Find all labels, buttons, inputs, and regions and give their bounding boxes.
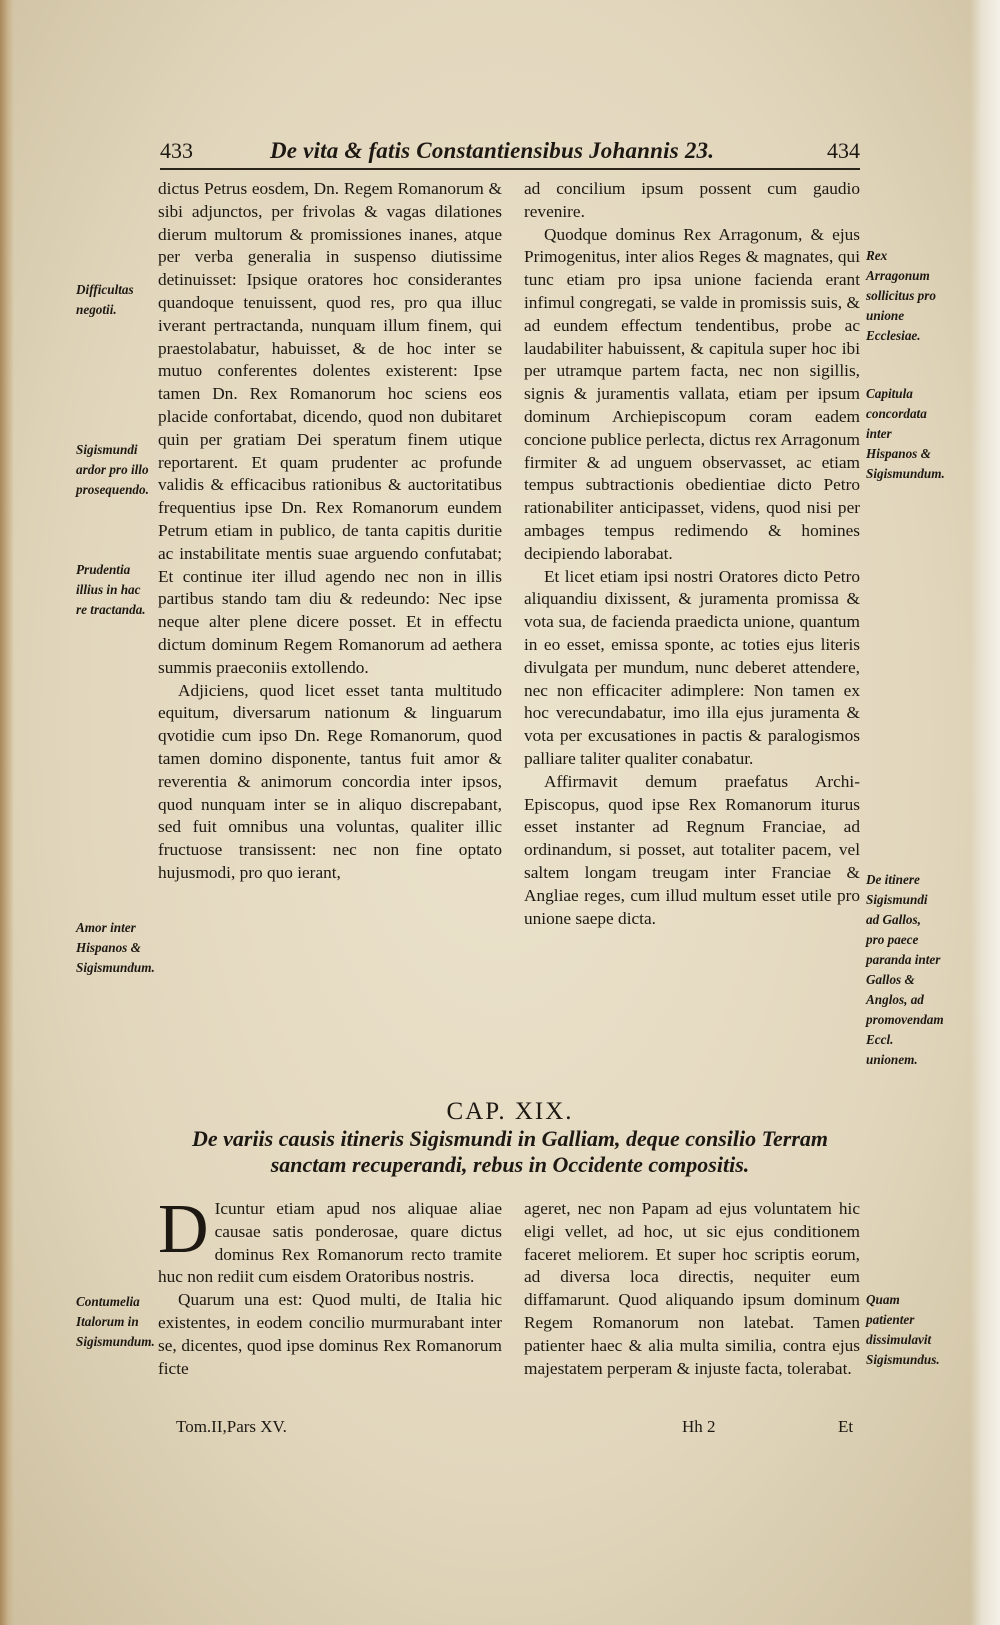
sheet-mark: Hh 2	[682, 1417, 716, 1436]
bottom-left-column	[158, 1191, 502, 1380]
page-edge-margin	[970, 0, 1000, 1625]
marginal-note: Prudentia illius in hac re tractanda.	[76, 562, 146, 617]
marginal-note: Contumelia Italorum in Sigismundum.	[76, 1294, 155, 1349]
chapter-title: De variis causis itineris Sigismundi in Galliam, deque consilio Terram sanctam recuperandi, rebus in Occidente compositis.	[191, 1126, 829, 1177]
header-rule	[160, 168, 860, 170]
top-left-column	[158, 178, 502, 885]
marginal-note: Rex Arragonum sollicitus pro unione Ecclesiae.	[866, 248, 936, 343]
running-header	[160, 138, 860, 170]
marginal-note: Capitula concordata inter Hispanos & Sigismundum.	[866, 386, 945, 481]
paragraph: Adjiciens, quod licet esset tanta multitudo equitum, diversarum nationum & linguarum qvotidie cum ipso Dn. Rege Romanorum, quod tamen domino disponente, tantus fuit amor & reverentia & animorum concordia inter ipsos, quod nunquam inter se in aliquo discrepabant, sed fuit omnibus una voluntas, qualiter illic fructuose transissent: nec non fine optato hujusmodi, pro quo ierant,	[158, 680, 502, 882]
page-edge-shadow	[0, 0, 14, 1625]
bottom-right-column	[524, 1198, 860, 1380]
page-number-right: 434	[827, 138, 860, 163]
paragraph: Icuntur etiam apud nos aliquae aliae causae satis ponderosae, quare dictus dominus Rex Romanorum recto tramite huc non rediit cum eisdem Oratoribus nostris.	[158, 1199, 502, 1287]
paragraph: Quarum una est: Quod multi, de Italia hic existentes, in eodem concilio murmurabant inter se, dicentes, quod ipse dominus Rex Romanorum ficte	[158, 1290, 502, 1378]
paragraph: Et licet etiam ipsi nostri Oratores dicto Petro aliquandiu dixissent, & juramenta promissa & vota sua, de facienda praedicta unione, quantum in eo esset, emissa sponte, ac toties ejus literis divulgata per mundum, nunc deberet attendere, nec non efficaciter adimplere: Non tamen ex hoc verecundabatur, imo illa ejus juramenta & vota per excusationes in pactis & paralogismos palliare taliter qualiter conabatur.	[524, 566, 860, 768]
paragraph: ageret, nec non Papam ad ejus voluntatem hic eligi vellet, ad hoc, ut sic ejus conditionem faceret meliorem. Et super hoc scriptis eorum, ad diversa loca directis, nequiter eum diffamarunt. Quod aliquando ipsum dominum Regem Romanorum non latebat. Tamen patienter haec & alia multa similia, contra ejus majestatem perperam & injuste facta, tolerabat.	[524, 1199, 860, 1378]
marginal-note: Quam patienter dissimulavit Sigismundus.	[866, 1292, 940, 1367]
paragraph: Quodque dominus Rex Arragonum, & ejus Primogenitus, inter alios Reges & magnates, qui tunc etiam pro ipsa unione facienda erant infimul congregati, se valde in promissis suis, & ad eundem effectum tendentibus, probe ac laudabiliter habuissent, & capitula super hoc ibi per utramque partem facta, nec non sigillis, signis & juramentis vallata, etiam per ipsum dominum Archiepiscopum coram eadem concione publice perlecta, dictus rex Arragonum firmiter & ad unguem observasset, ac etiam tempus subtractionis obedientiae dicto Petro rationabiliter anticipasset, videns, quod nisi per ambages tempus redimendo & homines decipiendo laborabat.	[524, 224, 860, 563]
marginal-note: Amor inter Hispanos & Sigismundum.	[76, 920, 155, 975]
page-number-left: 433	[160, 138, 193, 163]
marginal-note: Difficultas negotii.	[76, 282, 134, 317]
top-right-column	[524, 178, 860, 930]
paragraph: Affirmavit demum praefatus Archi-Episcopus, quod ipse Rex Romanorum iturus esset instanter ad Regnum Franciae, ad ordinandum, si posset, aut totaliter pacem, vel saltem longam treugam inter Franciae & Angliae reges, cum illud multum esset utile pro unione saepe dicta.	[524, 771, 860, 928]
catchword: Et	[838, 1417, 854, 1436]
marginal-note: De itinere Sigismundi ad Gallos, pro paece paranda inter Gallos & Anglos, ad promovendam Eccl. unionem.	[866, 872, 944, 1067]
drop-capital: D	[158, 1191, 209, 1268]
chapter-number: CAP. XIX.	[446, 1098, 574, 1125]
paragraph: ad concilium ipsum possent cum gaudio revenire.	[524, 179, 860, 221]
marginal-note: Sigismundi ardor pro illo prosequendo.	[76, 442, 149, 497]
running-title: De vita & fatis Constantiensibus Johannis 23.	[270, 138, 715, 163]
paragraph: dictus Petrus eosdem, Dn. Regem Romanorum & sibi adjunctos, per frivolas & vagas dilationes dierum multorum & promissiones inanes, atque per verba generalia in suspenso diutissime detinuisset: Ipsique oratores hoc considerantes quandoque tenuissent, quod res, pro qua illuc iverant pertractanda, nunquam illum finem, qui praestolabatur, habuisset, & de hoc inter se mutuo conferentes dolentes existerent: Ipse tamen Dn. Rex Romanorum hoc sciens eos placide confortabat, dicendo, quod non dubitaret quin per gratiam Dei speratum finem utique reportarent. Et quam prudenter ac profunde validis & efficacibus rationibus & auctoritatibus frequentius ipse Dn. Rex Romanorum eundem Petrum etiam in publico, de tanta capitis duritie ac instabilitate mentis suae arguendo confutabat; Et continue iter illud agendo nec non in illis partibus stando tam diu & redeundo: Nec ipse neque alter plene dicere posset. Et in effectu dictum dominum Regem Romanorum ad aethera summis praeconiis extollendo.	[158, 179, 502, 677]
volume-signature: Tom.II,Pars XV.	[176, 1417, 287, 1436]
